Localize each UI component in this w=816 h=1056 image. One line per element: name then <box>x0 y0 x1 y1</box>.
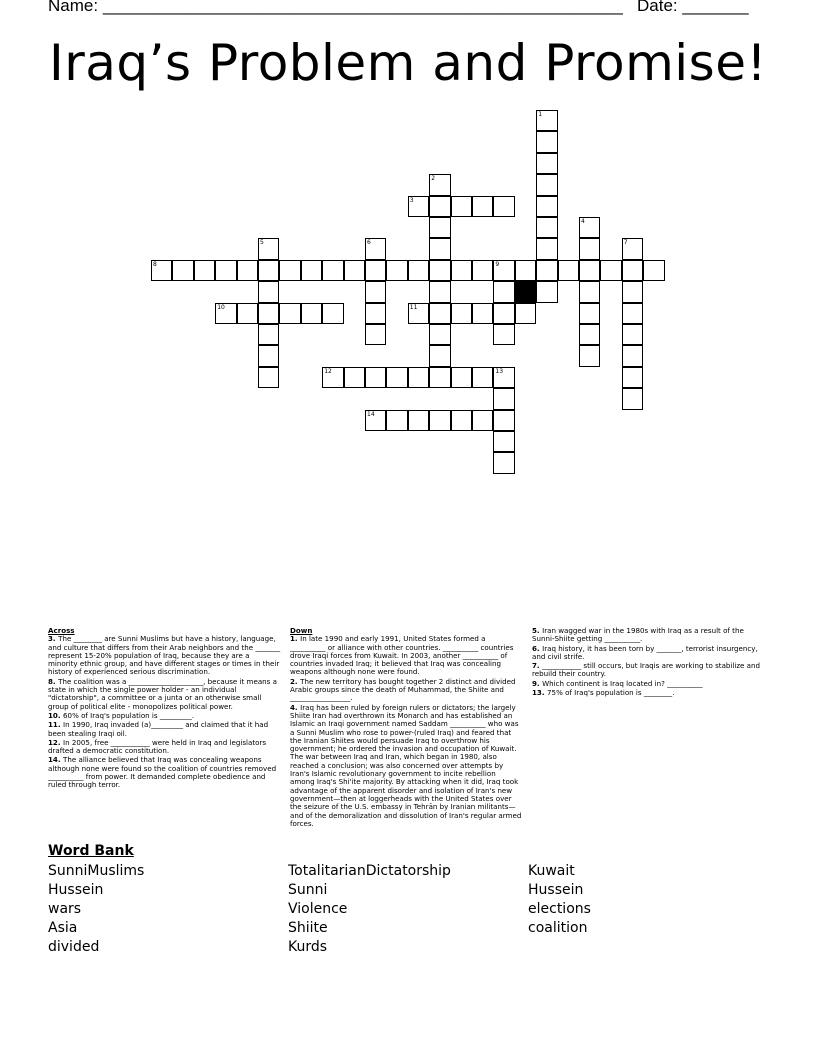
grid-cell[interactable] <box>301 303 322 324</box>
grid-cell[interactable] <box>536 196 557 217</box>
word-bank-title: Word Bank <box>48 843 134 859</box>
grid-cell[interactable] <box>493 324 514 345</box>
clue-number: 11 <box>409 303 418 311</box>
date-label: Date: <box>637 0 678 15</box>
word-bank-item: divided <box>48 939 100 955</box>
clue-text: Iran wagged war in the 1980s with Iraq as a result of the Sunni-Shiite getting __________. <box>532 626 744 644</box>
grid-cell[interactable] <box>493 388 514 409</box>
grid-cell[interactable] <box>237 260 258 281</box>
grid-cell[interactable] <box>365 238 386 259</box>
grid-cell[interactable] <box>279 303 300 324</box>
grid-cell[interactable] <box>429 303 450 324</box>
clue-text: The ________ are Sunni Muslims but have a history, language, and culture that differs from their Arab neighbors and the _______ represent 15-20% population of Iraq, because they are a minority ethnic group, and have different stages or times in their history of experienced serious discrimination. <box>48 634 281 677</box>
down-heading: Down <box>290 626 313 635</box>
grid-cell[interactable] <box>429 281 450 302</box>
clue-num: 8. <box>48 676 59 686</box>
word-bank-item: Hussein <box>48 882 104 898</box>
down-clues-continued <box>532 627 764 698</box>
grid-cell[interactable] <box>322 260 343 281</box>
grid-cell[interactable] <box>408 303 429 324</box>
grid-cell[interactable] <box>258 324 279 345</box>
grid-cell[interactable] <box>536 174 557 195</box>
grid-cell[interactable] <box>493 452 514 473</box>
across-heading: Across <box>48 626 75 635</box>
grid-cell[interactable] <box>493 196 514 217</box>
grid-cell[interactable] <box>451 260 472 281</box>
grid-cell[interactable] <box>536 217 557 238</box>
grid-cell[interactable] <box>451 367 472 388</box>
clue-number: 9 <box>495 260 500 268</box>
clue-number: 8 <box>153 260 157 268</box>
clue-number: 1 <box>538 111 543 118</box>
down-clue <box>532 680 764 688</box>
grid-cell[interactable] <box>472 260 493 281</box>
grid-cell[interactable] <box>622 388 643 409</box>
grid-cell[interactable] <box>258 303 279 324</box>
word-bank-item: Kurds <box>288 939 328 955</box>
grid-cell[interactable] <box>429 260 450 281</box>
grid-cell[interactable] <box>472 303 493 324</box>
down-list <box>290 635 522 828</box>
grid-cell[interactable] <box>515 260 536 281</box>
grid-cell[interactable] <box>579 217 600 238</box>
grid-cell[interactable] <box>386 260 407 281</box>
word-bank-column-1 <box>48 862 144 957</box>
grid-cell[interactable] <box>579 345 600 366</box>
clue-num: 7. <box>532 661 543 671</box>
grid-cell[interactable] <box>622 324 643 345</box>
clue-number: 6 <box>367 239 371 247</box>
clue-number: 14 <box>367 410 375 418</box>
clue-num: 3. <box>48 634 59 644</box>
down-clue <box>532 689 764 697</box>
word-bank-item: Kuwait <box>528 863 575 879</box>
clue-num: 11. <box>48 720 64 730</box>
clue-num: 6. <box>532 643 543 653</box>
grid-cell[interactable] <box>429 238 450 259</box>
grid-cell[interactable] <box>622 260 643 281</box>
clue-num: 4. <box>290 702 301 712</box>
grid-cell[interactable] <box>536 281 557 302</box>
grid-cell[interactable] <box>579 260 600 281</box>
clue-number: 2 <box>431 175 436 183</box>
grid-cell[interactable] <box>365 303 386 324</box>
grid-cell[interactable] <box>258 281 279 302</box>
grid-cell[interactable] <box>258 345 279 366</box>
name-label: Name: <box>48 0 99 15</box>
grid-cell[interactable] <box>365 410 386 431</box>
grid-cell[interactable] <box>429 174 450 195</box>
grid-cell[interactable] <box>622 345 643 366</box>
clue-text: The coalition was a _____________________, because it means a state in which the single power holder - an individual "dictatorship", a committee or a junta or an otherwise small group of political elite - monopolizes political power. <box>48 676 277 711</box>
grid-cell[interactable] <box>536 131 557 152</box>
grid-cell[interactable] <box>493 303 514 324</box>
down-clues <box>290 627 522 829</box>
clue-number: 12 <box>324 367 332 375</box>
grid-cell[interactable] <box>472 410 493 431</box>
grid-cell[interactable] <box>579 303 600 324</box>
down-clue <box>532 645 764 662</box>
word-bank-item: coalition <box>528 920 588 936</box>
grid-cell[interactable] <box>365 324 386 345</box>
clue-num: 2. <box>290 676 301 686</box>
clue-text: The alliance believed that Iraq was concealing weapons although none were found so the coalition of countries removed __________ from power. It demanded complete obedience and ruled through terror. <box>48 755 277 790</box>
word-bank-column-3 <box>528 862 591 938</box>
word-bank-column-2 <box>288 862 451 957</box>
across-clue <box>48 635 281 676</box>
clue-text: Iraq history, it has been torn by _______, terrorist insurgency, and civil strife. <box>532 643 758 661</box>
date-blank[interactable]: _______ <box>682 0 749 15</box>
across-clue <box>48 712 281 720</box>
clue-text: In late 1990 and early 1991, United States formed a __________ or alliance with other countries. __________ countries drove Iraqi forces from Kuwait. In 2003, another __________ of countries invaded Iraq; it believed that Iraq was concealing weapons although none were found. <box>290 634 514 677</box>
grid-cell[interactable] <box>451 303 472 324</box>
word-bank-item: Violence <box>288 901 348 917</box>
grid-cell[interactable] <box>408 196 429 217</box>
grid-cell[interactable] <box>429 196 450 217</box>
clue-text: In 1990, Iraq invaded (a)_________ and claimed that it had been stealing Iraqi oil. <box>48 720 269 738</box>
grid-cell[interactable] <box>429 345 450 366</box>
clue-num: 13. <box>532 688 548 698</box>
down-list-continued <box>532 627 764 697</box>
grid-cell[interactable] <box>365 281 386 302</box>
grid-cell[interactable] <box>622 238 643 259</box>
grid-cell[interactable] <box>258 367 279 388</box>
word-bank-item: Hussein <box>528 882 584 898</box>
across-clues <box>48 627 281 791</box>
grid-cell[interactable] <box>493 431 514 452</box>
grid-cell[interactable] <box>643 260 664 281</box>
grid-cell[interactable] <box>622 303 643 324</box>
grid-cell[interactable] <box>344 260 365 281</box>
grid-cell[interactable] <box>536 110 557 131</box>
clue-text: 75% of Iraq's population is ________. <box>547 688 675 698</box>
word-bank-item: Shiite <box>288 920 328 936</box>
across-list <box>48 635 281 789</box>
grid-cell[interactable] <box>429 217 450 238</box>
across-clue <box>48 678 281 711</box>
clue-text: Iraq has been ruled by foreign rulers or dictators; the largely Shiite Iran had overthrown its Monarch and has established an Islamic an Iraqi government named Saddam __________ who was a Sunni Muslim who rose to power-(ruled Iraq) and feared that the Iranian Shiites would persuade Iraq to overthrow his government; he ordered the invasion and occupation of Kuwait. The war between Iraq and Iran, which began in 1980, also reached a conclusion; was also concerned over attempts by Iran's Islamic revolutionary government to incite rebellion among Iraq's Shi'ite majority. By attacking when it did, Iraq took advantage of the apparent disorder and isolation of Iran's new government—then at loggerheads with the United States over the seizure of the U.S. embassy in Tehrān by Iranian militants—and of the demoralization and dissolution of Iran's regular armed forces. <box>290 702 522 828</box>
across-clue <box>48 756 281 789</box>
clue-text: In 2005, free ___________ were held in Iraq and legislators drafted a democratic constitution. <box>48 737 267 756</box>
grid-cell[interactable] <box>408 410 429 431</box>
grid-cell[interactable] <box>536 238 557 259</box>
grid-cell[interactable] <box>365 367 386 388</box>
grid-cell[interactable] <box>579 324 600 345</box>
grid-cell[interactable] <box>408 367 429 388</box>
down-clue <box>290 678 522 703</box>
clue-number: 10 <box>217 303 225 311</box>
clue-text: Which continent is Iraq located in? __________ <box>542 678 703 688</box>
clue-num: 14. <box>48 755 64 765</box>
clue-text: ___________ still occurs, but Iraqis are working to stabilize and rebuild their country. <box>532 661 761 679</box>
grid-cell[interactable] <box>515 303 536 324</box>
grid-cell[interactable] <box>451 410 472 431</box>
grid-cell[interactable] <box>536 260 557 281</box>
grid-cell[interactable] <box>429 367 450 388</box>
grid-cell[interactable] <box>301 260 322 281</box>
clue-number: 7 <box>623 239 628 247</box>
name-blank[interactable]: _______________________________________________________ <box>102 0 623 15</box>
word-bank-item: wars <box>48 901 82 917</box>
word-bank-item: TotalitarianDictatorship <box>288 863 451 879</box>
clue-num: 12. <box>48 737 64 747</box>
grid-cell[interactable] <box>258 260 279 281</box>
grid-cell[interactable] <box>172 260 193 281</box>
clue-number: 13 <box>495 367 504 375</box>
clue-number: 5 <box>260 239 264 247</box>
clue-num: 5. <box>532 626 543 635</box>
grid-cell[interactable] <box>279 260 300 281</box>
grid-cell[interactable] <box>408 260 429 281</box>
grid-cell[interactable] <box>493 281 514 302</box>
black-cell <box>515 281 536 302</box>
clue-num: 1. <box>290 634 301 644</box>
grid-cell[interactable] <box>215 260 236 281</box>
grid-cell[interactable] <box>237 303 258 324</box>
across-clue <box>48 739 281 756</box>
grid-cell[interactable] <box>344 367 365 388</box>
across-clue <box>48 721 281 738</box>
down-clue <box>290 635 522 676</box>
grid-cell[interactable] <box>451 196 472 217</box>
down-clue <box>290 704 522 828</box>
grid-cell[interactable] <box>429 410 450 431</box>
word-bank-item: Asia <box>48 920 78 936</box>
grid-cell[interactable] <box>215 303 236 324</box>
grid-cell[interactable] <box>493 367 514 388</box>
grid-cell[interactable] <box>493 410 514 431</box>
down-clue <box>532 662 764 679</box>
clue-number: 4 <box>581 218 585 225</box>
grid-cell[interactable] <box>386 367 407 388</box>
grid-cell[interactable] <box>322 303 343 324</box>
grid-cell[interactable] <box>622 281 643 302</box>
down-clue <box>532 627 764 644</box>
clue-number: 3 <box>409 196 414 204</box>
word-bank-item: elections <box>528 901 591 917</box>
grid-cell[interactable] <box>558 260 579 281</box>
grid-cell[interactable] <box>472 367 493 388</box>
clue-num: 10. <box>48 710 64 720</box>
grid-cell[interactable] <box>493 260 514 281</box>
grid-cell[interactable] <box>429 324 450 345</box>
word-bank-item: SunniMuslims <box>48 863 145 879</box>
crossword-grid <box>0 0 816 500</box>
grid-cell[interactable] <box>600 260 621 281</box>
grid-cell[interactable] <box>194 260 215 281</box>
grid-cell[interactable] <box>322 367 343 388</box>
clue-text: 60% of Iraq's population is _________. <box>63 710 195 720</box>
grid-cell[interactable] <box>579 281 600 302</box>
grid-cell[interactable] <box>472 196 493 217</box>
page-title: Iraq’s Problem and Promise! <box>48 34 768 92</box>
grid-cell[interactable] <box>365 260 386 281</box>
grid-cell[interactable] <box>536 153 557 174</box>
grid-cell[interactable] <box>151 260 172 281</box>
grid-cell[interactable] <box>579 238 600 259</box>
clue-num: 9. <box>532 678 543 688</box>
grid-cell[interactable] <box>258 238 279 259</box>
grid-cell[interactable] <box>386 410 407 431</box>
word-bank-item: Sunni <box>288 882 328 898</box>
clue-text: The new territory has bought together 2 distinct and divided Arabic groups since the death of Muhammad, the Shiite and _________________. <box>290 676 516 703</box>
grid-cell[interactable] <box>622 367 643 388</box>
